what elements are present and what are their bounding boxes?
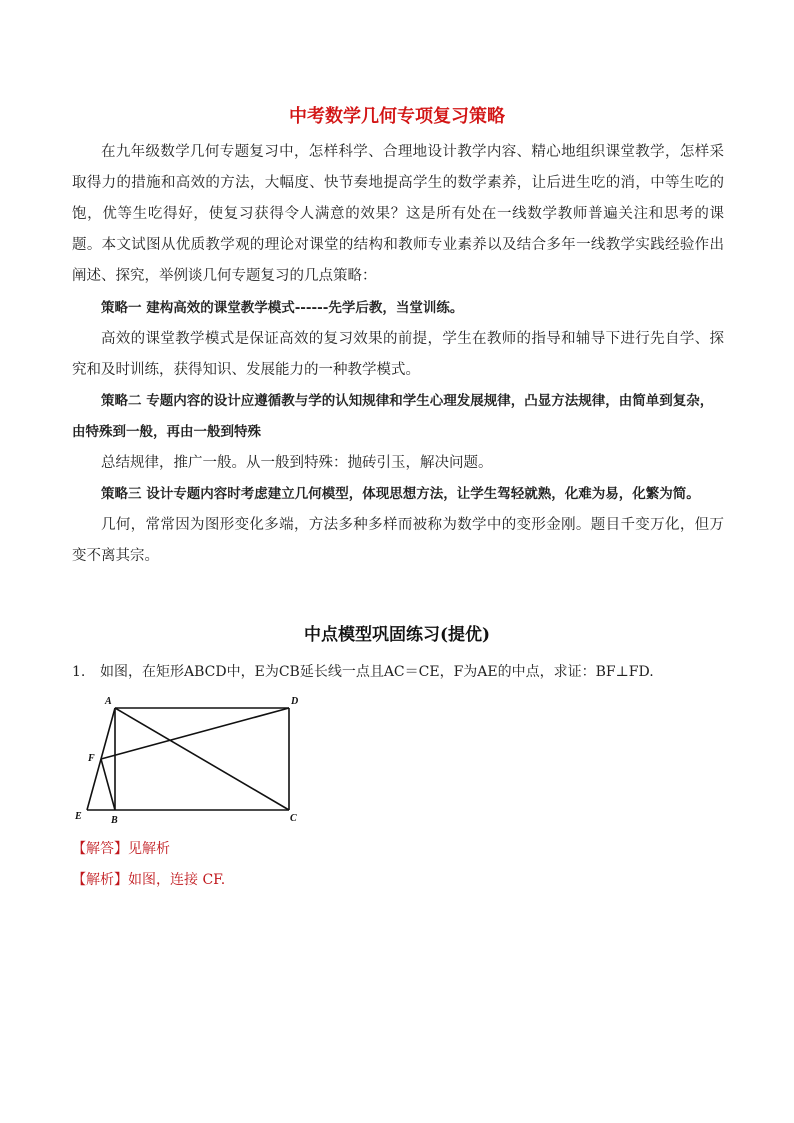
strategy-1-heading: 策略一 建构高效的课堂教学模式------先学后教，当堂训练。 xyxy=(101,300,464,316)
strategy-3-body: 几何，常常因为图形变化多端，方法多种多样而被称为数学中的变形金刚。题目千变万化，但万变不离其宗。 xyxy=(72,517,724,564)
label-e: E xyxy=(75,811,82,822)
answer-text: 见解析 xyxy=(128,841,170,857)
label-a: A xyxy=(105,696,112,707)
analysis-line xyxy=(72,867,225,893)
analysis-text: 如图，连接 CF. xyxy=(128,872,226,888)
label-d: D xyxy=(291,696,299,707)
strategy-3-heading: 策略三 设计专题内容时考虑建立几何模型，体现思想方法，让学生驾轻就熟，化难为易，化繁为简。 xyxy=(101,486,700,502)
strategy-2-body: 总结规律，推广一般。从一般到特殊：抛砖引玉，解决问题。 xyxy=(101,455,493,471)
problem-text: 如图，在矩形ABCD中，E为CB延长线一点且AC＝CE，F为AE的中点，求证：BF⊥FD. xyxy=(100,664,654,680)
problem-number: 1. xyxy=(72,664,86,680)
segment-ac xyxy=(115,708,289,810)
answer-tag: 【解答】 xyxy=(72,841,128,857)
geometry-figure xyxy=(70,690,310,830)
answer-line xyxy=(72,836,170,862)
section-title: 中点模型巩固练习(提优) xyxy=(303,625,491,645)
strategy-2-heading: 策略二 专题内容的设计应遵循教与学的认知规律和学生心理发展规律，凸显方法规律，由简单到复杂，由特殊到一般，再由一般到特殊 xyxy=(72,393,714,440)
strategy-1-body: 高效的课堂教学模式是保证高效的复习效果的前提，学生在教师的指导和辅导下进行先自学、探究和及时训练，获得知识、发展能力的一种教学模式。 xyxy=(72,331,724,378)
analysis-tag: 【解析】 xyxy=(72,872,128,888)
label-c: C xyxy=(290,813,297,824)
problem-1 xyxy=(72,658,724,686)
page-title: 中考数学几何专项复习策略 xyxy=(289,106,505,127)
intro-paragraph: 在九年级数学几何专题复习中，怎样科学、合理地设计教学内容、精心地组织课堂教学，怎样采取得力的措施和高效的方法，大幅度、快节奏地提高学生的数学素养，让后进生吃的消，中等生吃的饱，优等生吃得好，使复习获得令人满意的效果？这是所有处在一线数学教师普遍关注和思考的课题。本文试图从优质教学观的理论对课堂的结构和教师专业素养以及结合多年一线教学实践经验作出阐述、探究，举例谈几何专题复习的几点策略： xyxy=(72,144,724,284)
segment-fb xyxy=(101,759,115,810)
label-b: B xyxy=(111,815,118,826)
label-f: F xyxy=(88,753,95,764)
